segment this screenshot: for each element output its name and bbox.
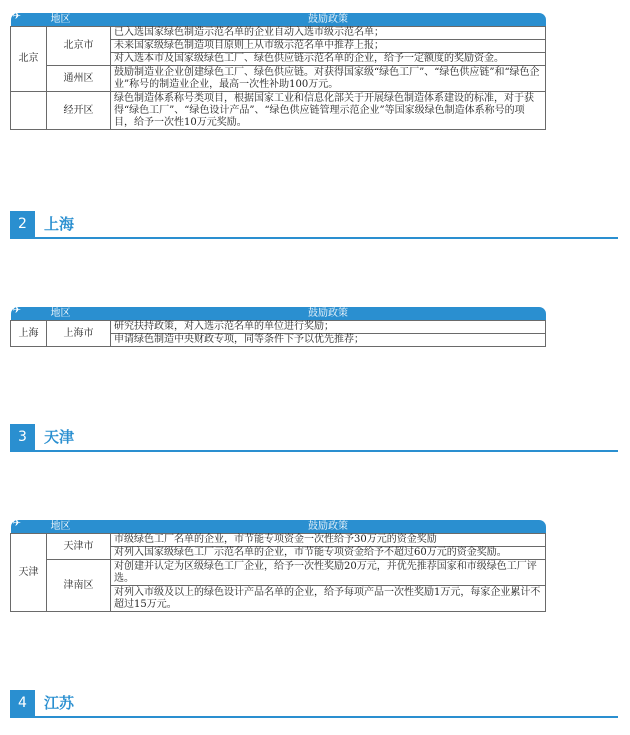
table-header-row xyxy=(11,520,546,534)
table-row xyxy=(11,66,546,92)
region-cell: 天津 xyxy=(11,534,47,612)
subregion-cell: 经开区 xyxy=(47,92,111,130)
subregion-cell: 通州区 xyxy=(47,66,111,92)
table-header-row xyxy=(11,13,546,27)
policy-cell: 未来国家级绿色制造项目原则上从市级示范名单中推荐上报； xyxy=(111,40,546,53)
table-row xyxy=(11,321,546,334)
section-number: 4 xyxy=(10,690,35,716)
policy-cell: 申请绿色制造中央财政专项，同等条件下予以优先推荐； xyxy=(111,334,546,347)
policy-header: 鼓励政策 xyxy=(308,308,348,319)
region-cell-empty xyxy=(11,92,47,130)
policy-header: 鼓励政策 xyxy=(308,14,348,25)
airplane-icon: ✈ xyxy=(12,11,21,22)
section-heading-shanghai xyxy=(10,211,618,239)
table-header-row xyxy=(11,307,546,321)
table-row xyxy=(11,92,546,130)
policy-cell: 对创建并认定为区级绿色工厂企业，给予一次性奖励20万元，并优先推荐国家和市级绿色工厂评选。 xyxy=(111,560,546,586)
section-title: 江苏 xyxy=(44,694,75,712)
section-number: 2 xyxy=(10,211,35,237)
table-row xyxy=(11,534,546,547)
section-title: 天津 xyxy=(44,428,75,446)
region-cell: 上海 xyxy=(11,321,47,347)
subregion-cell: 天津市 xyxy=(47,534,111,560)
region-cell: 北京 xyxy=(11,27,47,92)
policy-cell: 研究扶持政策，对入选示范名单的单位进行奖励； xyxy=(111,321,546,334)
subregion-cell: 津南区 xyxy=(47,560,111,612)
region-header: 地区 xyxy=(11,13,111,27)
policy-cell: 市级绿色工厂名单的企业，市节能专项资金一次性给予30万元的资金奖励 xyxy=(111,534,546,547)
section-title: 上海 xyxy=(44,215,75,233)
policy-cell: 对列入市级及以上的绿色设计产品名单的企业，给予每项产品一次性奖励1万元，每家企业累计不超过15万元。 xyxy=(111,586,546,612)
table-row xyxy=(11,27,546,40)
policy-cell: 鼓励制造业企业创建绿色工厂、绿色供应链。对获得国家级“绿色工厂”、“绿色供应链”和“绿色企业”称号的制造业企业，最高一次性补助100万元。 xyxy=(111,66,546,92)
region-header: 地区 xyxy=(11,307,111,321)
shanghai-policy-table xyxy=(10,307,546,347)
table-row xyxy=(11,560,546,586)
policy-cell: 对入选本市及国家级绿色工厂、绿色供应链示范名单的企业，给予一定额度的奖励资金。 xyxy=(111,53,546,66)
airplane-icon: ✈ xyxy=(12,518,21,529)
section-heading-jiangsu xyxy=(10,690,618,718)
subregion-cell: 上海市 xyxy=(47,321,111,347)
policy-cell: 已入选国家绿色制造示范名单的企业自动入选市级示范名单； xyxy=(111,27,546,40)
section-heading-tianjin xyxy=(10,424,618,452)
policy-cell: 对列入国家级绿色工厂示范名单的企业，市节能专项资金给予不超过60万元的资金奖励。 xyxy=(111,547,546,560)
policy-header: 鼓励政策 xyxy=(308,521,348,532)
policy-cell: 绿色制造体系称号类项目，根据国家工业和信息化部关于开展绿色制造体系建设的标准，对于获得“绿色工厂”、“绿色设计产品”、“绿色供应链管理示范企业”等国家级绿色制造体系称号的项目，给予一次性10万元奖励。 xyxy=(111,92,546,130)
section-number: 3 xyxy=(10,424,35,450)
subregion-cell: 北京市 xyxy=(47,27,111,66)
tianjin-policy-table xyxy=(10,520,546,612)
airplane-icon: ✈ xyxy=(12,305,21,316)
beijing-policy-table xyxy=(10,13,546,130)
region-header: 地区 xyxy=(11,520,111,534)
